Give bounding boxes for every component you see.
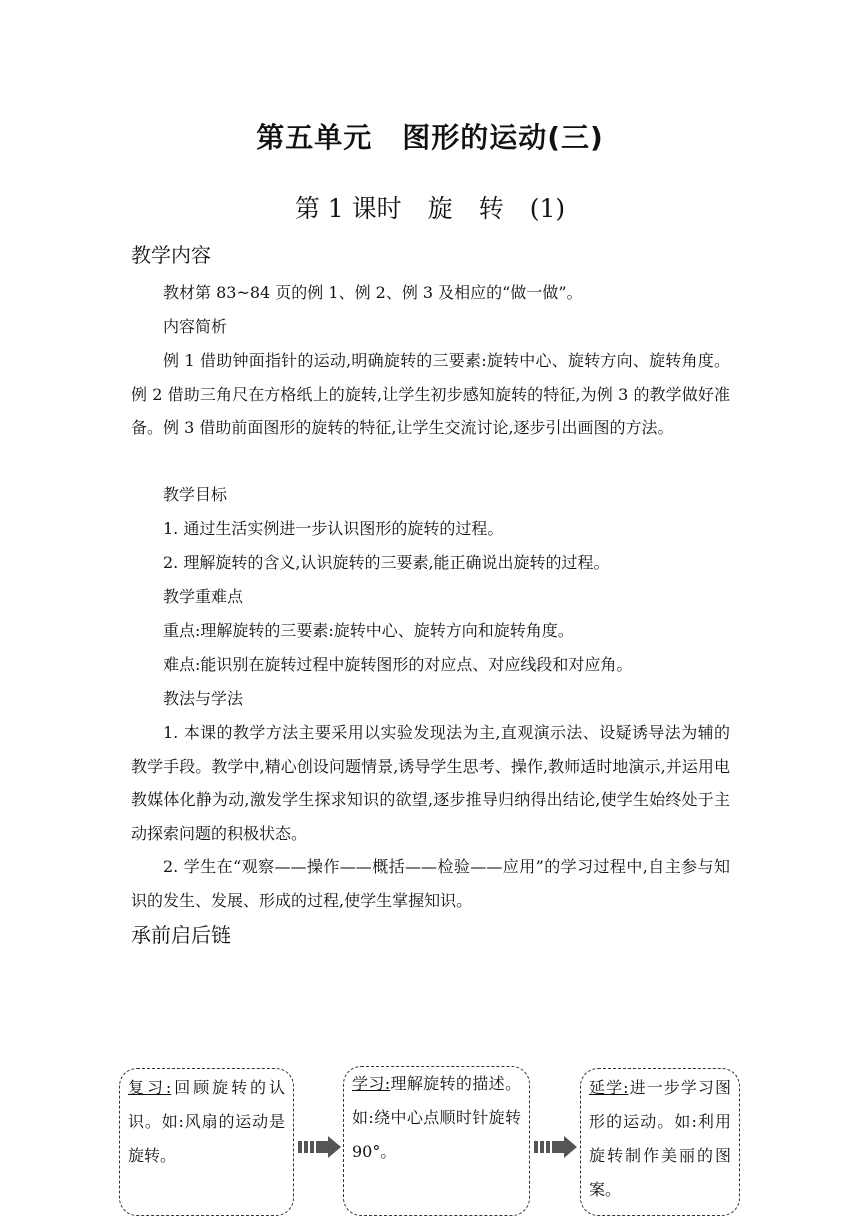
lesson-number: 第 1 课时 [294, 194, 402, 223]
unit-title [0, 116, 860, 156]
learn-label: 学习: [352, 1074, 391, 1093]
review-label: 复习: [128, 1078, 172, 1097]
keypoints-heading: 教学重难点 [163, 587, 244, 606]
arrow-right-icon [298, 1136, 342, 1158]
lesson-title [0, 189, 860, 225]
section-heading-content: 教学内容 [131, 243, 211, 267]
analysis-paragraph: 例 1 借助钟面指针的运动,明确旋转的三要素:旋转中心、旋转方向、旋转角度。例 2 借助三角尺在方格纸上的旋转,让学生初步感知旋转的特征,为例 3 的教学做好准备。例 3 借助前面图形的旋转的特征,让学生交流讨论,逐步引出画图的方法。 [131, 351, 730, 438]
goal-item-2: 2. 理解旋转的含义,认识旋转的三要素,能正确说出旋转的过程。 [163, 553, 610, 572]
unit-number: 第五单元 [256, 121, 373, 154]
material-paragraph: 教材第 83~84 页的例 1、例 2、例 3 及相应的“做一做”。 [163, 283, 583, 302]
review-box [119, 1068, 294, 1216]
goals-heading: 教学目标 [163, 485, 228, 504]
extend-label: 延学: [589, 1078, 629, 1097]
lesson-part: (1) [529, 194, 566, 223]
lesson-name-char-2: 转 [478, 194, 504, 223]
learn-text: 理解旋转的描述。如:绕中心点顺时针旋转 90°。 [352, 1074, 521, 1161]
key-point: 重点:理解旋转的三要素:旋转中心、旋转方向和旋转角度。 [163, 621, 574, 640]
learn-box [343, 1066, 530, 1216]
extend-text: 进一步学习图形的运动。如:利用旋转制作美丽的图案。 [589, 1078, 731, 1199]
lesson-name-char-1: 旋 [427, 194, 453, 223]
goal-item-1: 1. 通过生活实例进一步认识图形的旋转的过程。 [163, 519, 504, 538]
review-text: 回顾旋转的认识。如:风扇的运动是旋转。 [128, 1078, 285, 1165]
unit-name: 图形的运动(三) [402, 121, 604, 154]
section-heading-chain: 承前启后链 [131, 923, 231, 947]
arrow-right-icon [534, 1136, 578, 1158]
methods-heading: 教法与学法 [163, 689, 244, 708]
method-item-2: 2. 学生在“观察——操作——概括——检验——应用”的学习过程中,自主参与知识的发生、发展、形成的过程,使学生掌握知识。 [131, 857, 730, 910]
difficult-point: 难点:能识别在旋转过程中旋转图形的对应点、对应线段和对应角。 [163, 655, 633, 674]
analysis-heading: 内容简析 [163, 317, 228, 336]
method-item-1: 1. 本课的教学方法主要采用以实验发现法为主,直观演示法、设疑诱导法为辅的教学手段。教学中,精心创设问题情景,诱导学生思考、操作,教师适时地演示,并运用电教媒体化静为动,激发学生探求知识的欲望,逐步推导归纳得出结论,使学生始终处于主动探索问题的积极状态。 [131, 723, 730, 843]
extend-box [580, 1068, 740, 1216]
